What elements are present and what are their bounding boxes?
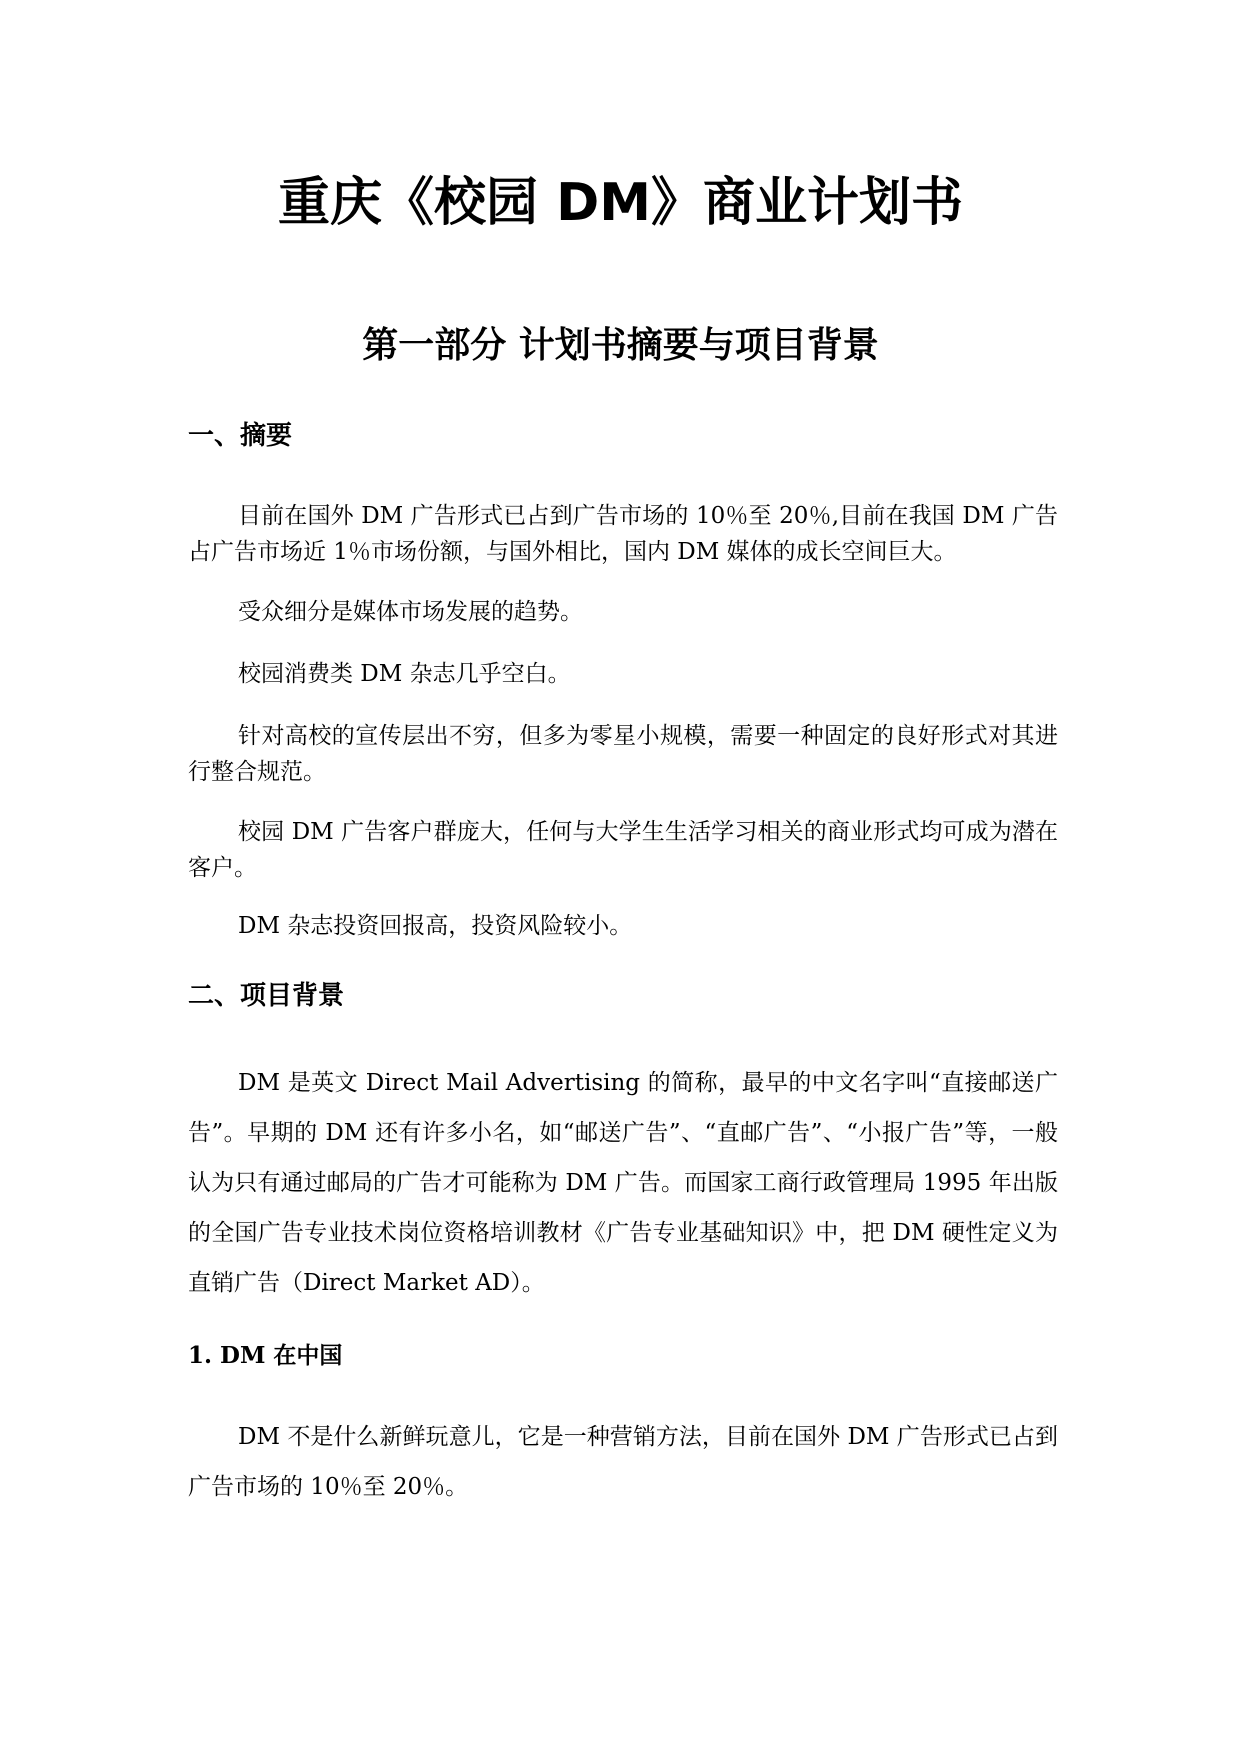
- summary-paragraph: 校园消费类 DM 杂志几乎空白。: [238, 661, 571, 687]
- dm-in-china-paragraph: DM 不是什么新鲜玩意儿，它是一种营销方法，目前在国外 DM 广告形式已占到广告市场的 10％至 20％。: [188, 1424, 1058, 1500]
- subsection-heading-dm-in-china: 1. DM 在中国: [188, 1342, 343, 1369]
- section-heading-summary: 一、摘要: [188, 421, 293, 451]
- part-title: 第一部分 计划书摘要与项目背景: [362, 324, 879, 366]
- background-paragraph: DM 是英文 Direct Mail Advertising 的简称，最早的中文名字叫“直接邮送广告”。早期的 DM 还有许多小名，如“邮送广告”、“直邮广告”、“小报广告”等，一般认为只有通过邮局的广告才可能称为 DM 广告。而国家工商行政管理局 1995 年出版的全国广告专业技术岗位资格培训教材《广告专业基础知识》中，把 DM 硬性定义为直销广告（Direct Market AD）。: [188, 1070, 1058, 1296]
- section-heading-background: 二、项目背景: [188, 981, 345, 1011]
- summary-paragraph: 目前在国外 DM 广告形式已占到广告市场的 10％至 20％,目前在我国 DM 广告占广告市场近 1％市场份额，与国外相比，国内 DM 媒体的成长空间巨大。: [188, 503, 1058, 565]
- summary-paragraph: 受众细分是媒体市场发展的趋势。: [238, 599, 583, 625]
- summary-paragraph: 校园 DM 广告客户群庞大，任何与大学生生活学习相关的商业形式均可成为潜在客户。: [188, 819, 1058, 881]
- summary-paragraph: 针对高校的宣传层出不穷，但多为零星小规模，需要一种固定的良好形式对其进行整合规范。: [188, 723, 1058, 785]
- summary-paragraph: DM 杂志投资回报高，投资风险较小。: [238, 913, 633, 939]
- document-title: 重庆《校园 DM》商业计划书: [277, 173, 963, 233]
